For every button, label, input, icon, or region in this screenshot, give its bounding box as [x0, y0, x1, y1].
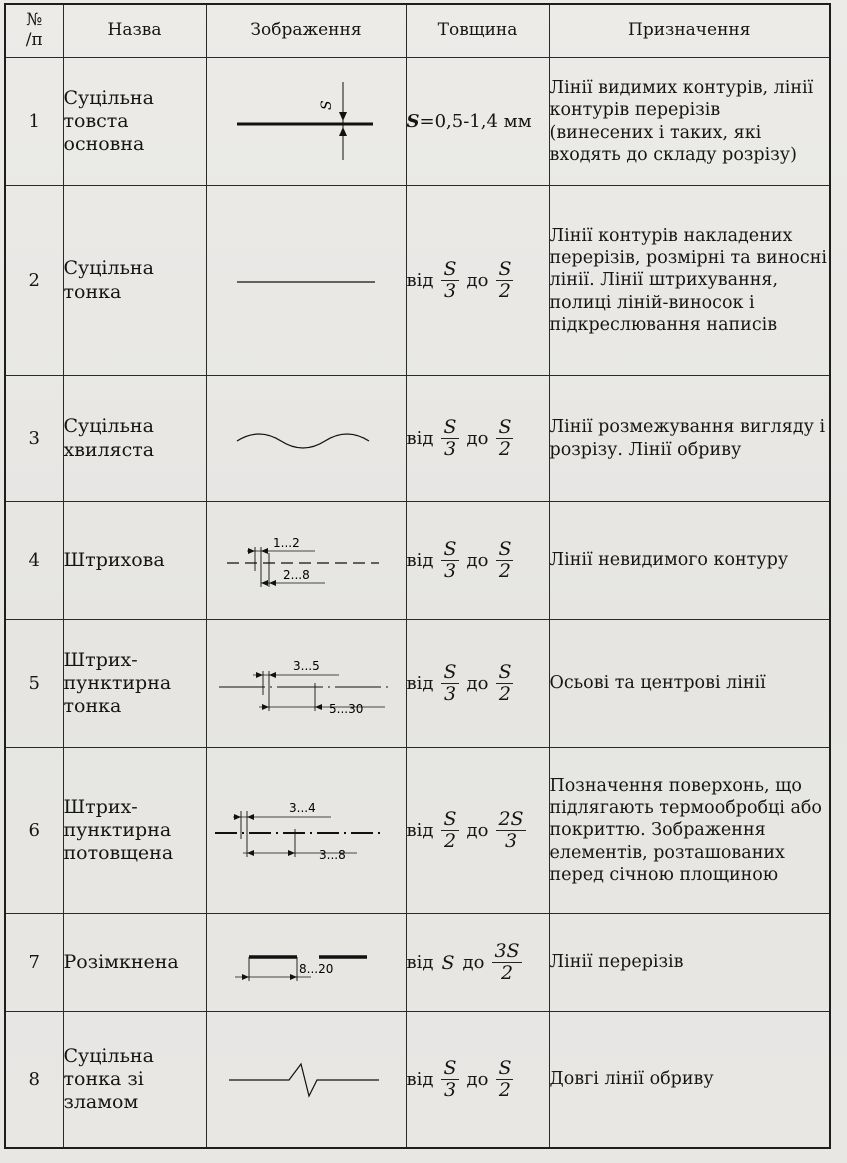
line-purpose: Лінії розмежування вигляду і розрізу. Лінії обриву — [549, 376, 830, 502]
line-purpose: Лінії невидимого контуру — [549, 502, 830, 620]
fraction-from: $\frac{S}{3}$ — [443, 258, 457, 302]
dimension-label: 1...2 — [272, 535, 300, 550]
line-purpose: Лінії перерізів — [549, 914, 830, 1012]
dash-dot-thickened-line-drawing — [207, 751, 405, 911]
word-to: до — [466, 270, 489, 291]
table-row — [5, 914, 830, 1012]
table-header-row — [5, 4, 830, 58]
line-types-table — [4, 3, 831, 1149]
thickness-value: від $\frac{S}{3}$ до $\frac{S}{2}$ — [406, 1012, 549, 1149]
fraction-from: $\frac{S}{3}$ — [443, 1057, 457, 1101]
wavy-line-drawing — [207, 379, 405, 499]
header-image: Зображення — [206, 4, 406, 58]
thickness-symbol: S — [406, 111, 420, 132]
thickness-value: від S до $\frac{3S}{2}$ — [406, 914, 549, 1012]
line-image — [206, 1012, 406, 1149]
row-number: 7 — [5, 914, 63, 1012]
fraction-from: $\frac{S}{3}$ — [443, 538, 457, 582]
row-number: 2 — [5, 186, 63, 376]
thickness-value: від $\frac{S}{2}$ до $\frac{2S}{3}$ — [406, 748, 549, 914]
line-purpose: Осьові та центрові лінії — [549, 620, 830, 748]
thickness-value: від $\frac{S}{3}$ до $\frac{S}{2}$ — [406, 620, 549, 748]
dimension-label: 3...4 — [288, 800, 316, 815]
fraction-from: $\frac{S}{2}$ — [443, 808, 457, 852]
dimension-label: 5...30 — [328, 701, 363, 716]
dimension-label: S — [318, 99, 335, 110]
line-image — [206, 502, 406, 620]
line-purpose: Лінії видимих контурів, лінії контурів перерізів (винесених і таких, які входять до складу розрізу) — [549, 58, 830, 186]
line-purpose: Довгі лінії обриву — [549, 1012, 830, 1149]
thickness-value — [406, 186, 549, 376]
line-name: Суцільна хвиляста — [63, 376, 206, 502]
table-row — [5, 376, 830, 502]
row-number: 4 — [5, 502, 63, 620]
table-row — [5, 620, 830, 748]
line-purpose: Позначення поверхонь, що підлягають термообробці або покриттю. Зображення елементів, розташованих перед січною площиною — [549, 748, 830, 914]
thickness-range: =0,5-1,4 мм — [419, 111, 532, 132]
thickness-value: від $\frac{S}{3}$ до $\frac{S}{2}$ — [406, 502, 549, 620]
header-thickness: Товщина — [406, 4, 549, 58]
line-purpose: Лінії контурів накладених перерізів, розмірні та виносні лінії. Лінії штрихування, полиці ліній-виносок і підкреслювання написів — [549, 186, 830, 376]
fraction-to: $\frac{S}{2}$ — [498, 416, 512, 460]
row-number: 5 — [5, 620, 63, 748]
line-name: Суцільна тонка — [63, 186, 206, 376]
header-purpose: Призначення — [549, 4, 830, 58]
line-image — [206, 620, 406, 748]
table-row — [5, 748, 830, 914]
fraction-to: $\frac{S}{2}$ — [498, 258, 512, 302]
thickness-symbol: S — [441, 951, 455, 974]
dimension-label: 3...8 — [318, 847, 346, 862]
row-number: 6 — [5, 748, 63, 914]
dimension-label: 8...20 — [298, 961, 333, 976]
thickness-value — [406, 58, 549, 186]
zigzag-line-drawing — [207, 1020, 405, 1140]
line-name: Штрих- пунктирна тонка — [63, 620, 206, 748]
line-image — [206, 376, 406, 502]
dimension-label: 3...5 — [292, 658, 320, 673]
dashed-line-drawing — [207, 505, 405, 617]
row-number: 8 — [5, 1012, 63, 1149]
dimension-label: 2...8 — [282, 567, 310, 582]
line-name: Суцільна товста основна — [63, 58, 206, 186]
solid-thick-line-drawing — [207, 62, 405, 182]
dash-dot-thin-line-drawing — [207, 623, 405, 745]
fraction-to: $\frac{S}{2}$ — [498, 538, 512, 582]
solid-thin-line-drawing — [207, 188, 405, 374]
line-image — [206, 58, 406, 186]
fraction-to: $\frac{S}{2}$ — [498, 1057, 512, 1101]
line-image — [206, 186, 406, 376]
line-image — [206, 914, 406, 1012]
line-name: Штрих- пунктирна потовщена — [63, 748, 206, 914]
fraction-from: $\frac{S}{3}$ — [443, 416, 457, 460]
header-num: № /п — [5, 4, 63, 58]
table-row — [5, 1012, 830, 1149]
fraction-to: $\frac{2S}{3}$ — [498, 808, 524, 852]
line-name: Розімкнена — [63, 914, 206, 1012]
open-line-drawing — [207, 917, 405, 1009]
thickness-value: від $\frac{S}{3}$ до $\frac{S}{2}$ — [406, 376, 549, 502]
line-name: Штрихова — [63, 502, 206, 620]
table-row — [5, 186, 830, 376]
row-number: 1 — [5, 58, 63, 186]
fraction-to: $\frac{S}{2}$ — [498, 661, 512, 705]
fraction-to: $\frac{3S}{2}$ — [494, 940, 520, 984]
table-row — [5, 502, 830, 620]
header-name: Назва — [63, 4, 206, 58]
line-image — [206, 748, 406, 914]
row-number: 3 — [5, 376, 63, 502]
table-row — [5, 58, 830, 186]
word-from: від — [406, 270, 434, 291]
line-name: Суцільна тонка зі зламом — [63, 1012, 206, 1149]
fraction-from: $\frac{S}{3}$ — [443, 661, 457, 705]
